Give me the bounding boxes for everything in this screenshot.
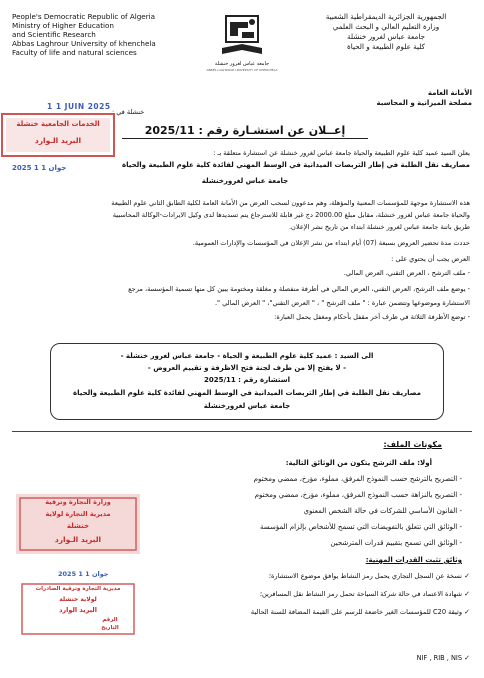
file-item: - الوثائق التي تسمح بتقييم قدرات المترشحين bbox=[330, 539, 462, 547]
stamp-line: البريد الـوارد bbox=[54, 535, 102, 544]
file-item: - الوثائق التي تتعلق بالتفويضات التي تسمح للأشخاص بإلزام المؤسسة bbox=[260, 523, 462, 531]
header-en-line: Ministry of Higher Education bbox=[12, 21, 114, 30]
header-arabic bbox=[306, 12, 466, 52]
logo-caption: جامعة عباس لغرور خنشلة bbox=[214, 61, 270, 67]
stamp-line: خنشلة bbox=[66, 522, 90, 530]
paragraph-line: العرض يجب أن يحتوي على : bbox=[391, 255, 470, 263]
box-line: - لا يفتح إلا من طرف لجنة فتح الاظرفة و تقييم العروض - bbox=[147, 364, 347, 372]
paragraph-line: - توضع الأظرفة الثلاثة في ظرف آخر مقفل بأحكام ومغفل يحمل العبارة: bbox=[274, 313, 470, 321]
box-line: مصاريف نقل الطلبة في إطار التربصات الميدانية في الوسط المهني لفائدة كلية علوم الطبيعة والحياة bbox=[72, 389, 422, 397]
check-item bbox=[170, 607, 470, 617]
subject-line: مصاريف نقل الطلبة في إطار التربصات الميدانية في الوسط المهني لفائدة كلية علوم الطبيعة والحياة bbox=[121, 161, 470, 169]
paragraph-line: حددت مدة تحضير العروض بسبعة (07) أيام ابتداء من نشر الإعلان في المؤسسات والإدارات العمومية. bbox=[192, 239, 470, 247]
box-line: جامعة عباس لغرورخنشلة bbox=[203, 402, 291, 410]
header-en-line: and Scientific Research bbox=[12, 30, 96, 39]
university-logo-icon bbox=[212, 10, 272, 64]
stamp-line: التاريخ bbox=[101, 625, 119, 631]
announcement-title: إعــلان عن استشـارة رقم : 2025/11 bbox=[144, 124, 346, 137]
header-ar-line: جامعة عباس لغرور خنشلة bbox=[347, 32, 425, 41]
secretariat-block bbox=[377, 88, 472, 108]
stamp-line: البريد الـوارد bbox=[34, 136, 82, 145]
stamp-date: 2025 جوان 1 1 bbox=[58, 570, 109, 578]
file-item: - التصريح بالترشح حسب النموذج المرفق، مملوء، مؤرخ، ممضي ومختوم bbox=[253, 475, 462, 483]
stamp-line: وزارة التجارة وترقية bbox=[45, 498, 111, 506]
secretariat-line: الأمانة العامة bbox=[427, 89, 472, 97]
header-ar-line: الجمهورية الجزائرية الديمقراطية الشعبية bbox=[325, 12, 447, 21]
stamp-line: لولاية خنشلة bbox=[59, 596, 97, 603]
intro-text: يعلن السيد عميد كلية علوم الطبيعة والحياة جامعة عباس لغرور خنشلة عن استشارة متعلقة بـ : bbox=[213, 149, 470, 157]
paragraph-line: الاستشارة وموضوعها وتتضمن عبارة : " ملف الترشح " ، " العرض التقني"، " العرض المالي ". bbox=[214, 299, 470, 307]
check-item-text: وثيقة C20 للمؤسسات الغير خاضعة للرسم على القيمة المضافة للسنة الحالية bbox=[250, 608, 463, 616]
check-item-text: NIF , RIB , NIS bbox=[416, 654, 463, 662]
header-en-line: People's Democratic Republic of Algeria bbox=[12, 12, 156, 21]
paragraph-line: هذه الاستشارة موجهة للمؤسسات المعنية والمؤهلة، وهم مدعوون لسحب العرض من الأمانة العامة لكلية الطابق الثاني علوم الطبيعة bbox=[111, 199, 470, 207]
stamp-line: مديرية التجارة وترقية الصادرات bbox=[35, 586, 121, 592]
check-item-text: نسخة عن السجل التجاري يحمل رمز النشاط يوافق موضوع الاستشارة؛ bbox=[268, 572, 463, 580]
file-subheading: أولا: ملف الترشح يتكون من الوثائق التالية: bbox=[285, 459, 432, 467]
commerce-stamp bbox=[14, 492, 142, 556]
logo-caption-small: ABBES LAGHROUR UNIVERSITY OF KHENCHELA bbox=[206, 68, 278, 72]
check-item bbox=[350, 653, 470, 663]
check-icon: ✓ bbox=[464, 572, 470, 580]
check-icon: ✓ bbox=[464, 608, 470, 616]
header-en-line: Abbas Laghrour University of khenchela bbox=[12, 39, 156, 48]
box-line: استشارة رقم : 2025/11 bbox=[203, 376, 291, 384]
stamp-line: الرقم bbox=[102, 617, 118, 623]
header-en-line: Faculty of life and natural sciences bbox=[12, 48, 137, 57]
check-item bbox=[170, 589, 470, 599]
subject-line-2: جامعة عباس لغرورخنشلة bbox=[201, 177, 289, 185]
stamp-line: مديرية التجارة لولاية bbox=[45, 510, 111, 518]
date-stamp: 1 1 JUIN 2025 bbox=[47, 102, 111, 111]
stamp-line: البريد الوارد bbox=[59, 606, 97, 614]
box-line: الى السيد : عميد كلية علوم الطبيعة و الحياة - جامعة عباس لغرور خنشلة - bbox=[120, 352, 374, 360]
divider bbox=[12, 431, 472, 432]
envelope-label-box bbox=[50, 343, 444, 420]
check-icon: ✓ bbox=[464, 654, 470, 662]
stamp-date: 2025 جوان 1 1 bbox=[12, 164, 67, 172]
place-date-label: خنشلة في : bbox=[112, 108, 145, 116]
file-subheading: وثائق تثبت القدرات المهنية: bbox=[365, 556, 462, 564]
file-item: - التصريح بالنزاهة حسب النموذج المرفق، مملوء، مؤرخ، ممضي ومختوم bbox=[254, 491, 462, 499]
check-icon: ✓ bbox=[464, 590, 470, 598]
secretariat-line: مصلحة الميزانية و المحاسبة bbox=[376, 99, 472, 107]
header-english bbox=[12, 12, 212, 57]
file-heading: مكونات الملف: bbox=[383, 440, 442, 449]
header-ar-line: وزارة التعليم العالي و البحث العلمي bbox=[332, 22, 440, 31]
stamp-line: الخدمات الجامعية خنشلة bbox=[16, 120, 100, 128]
header-ar-line: كلية علوم الطبيعة و الحياة bbox=[347, 42, 425, 51]
paragraph-line: طريق باتنة جامعة عباس لغرور خنشلة ابتداء من تاريخ نشر الإعلان. bbox=[288, 223, 470, 231]
check-item-text: شهادة الاعتماد في حالة شركة السياحة تحمل رمز النشاط نقل المسافرين؛ bbox=[259, 590, 463, 598]
check-item bbox=[170, 571, 470, 581]
paragraph-line: والحياة جامعة عباس لغرور خنشلة، مقابل مبلغ 2000.00 دج غير قابلة للاسترجاع يتم تسديدها لدى وكيل الايرادات-الوكالة المحاسبية bbox=[112, 211, 470, 219]
paragraph-line: - ملف الترشح ، العرض التقني، العرض المالي. bbox=[343, 269, 470, 277]
directorate-stamp bbox=[20, 582, 136, 636]
paragraph-line: - يوضع ملف الترشح، العرض التقني، العرض المالي في أظرفة منفصلة و مغلقة ومختومة يبين كل منها تسمية المؤسسة، مرجع bbox=[128, 285, 470, 293]
file-item: - القانون الأساسي للشركات في حالة الشخص المعنوي bbox=[303, 507, 462, 515]
title-underline bbox=[122, 138, 368, 139]
